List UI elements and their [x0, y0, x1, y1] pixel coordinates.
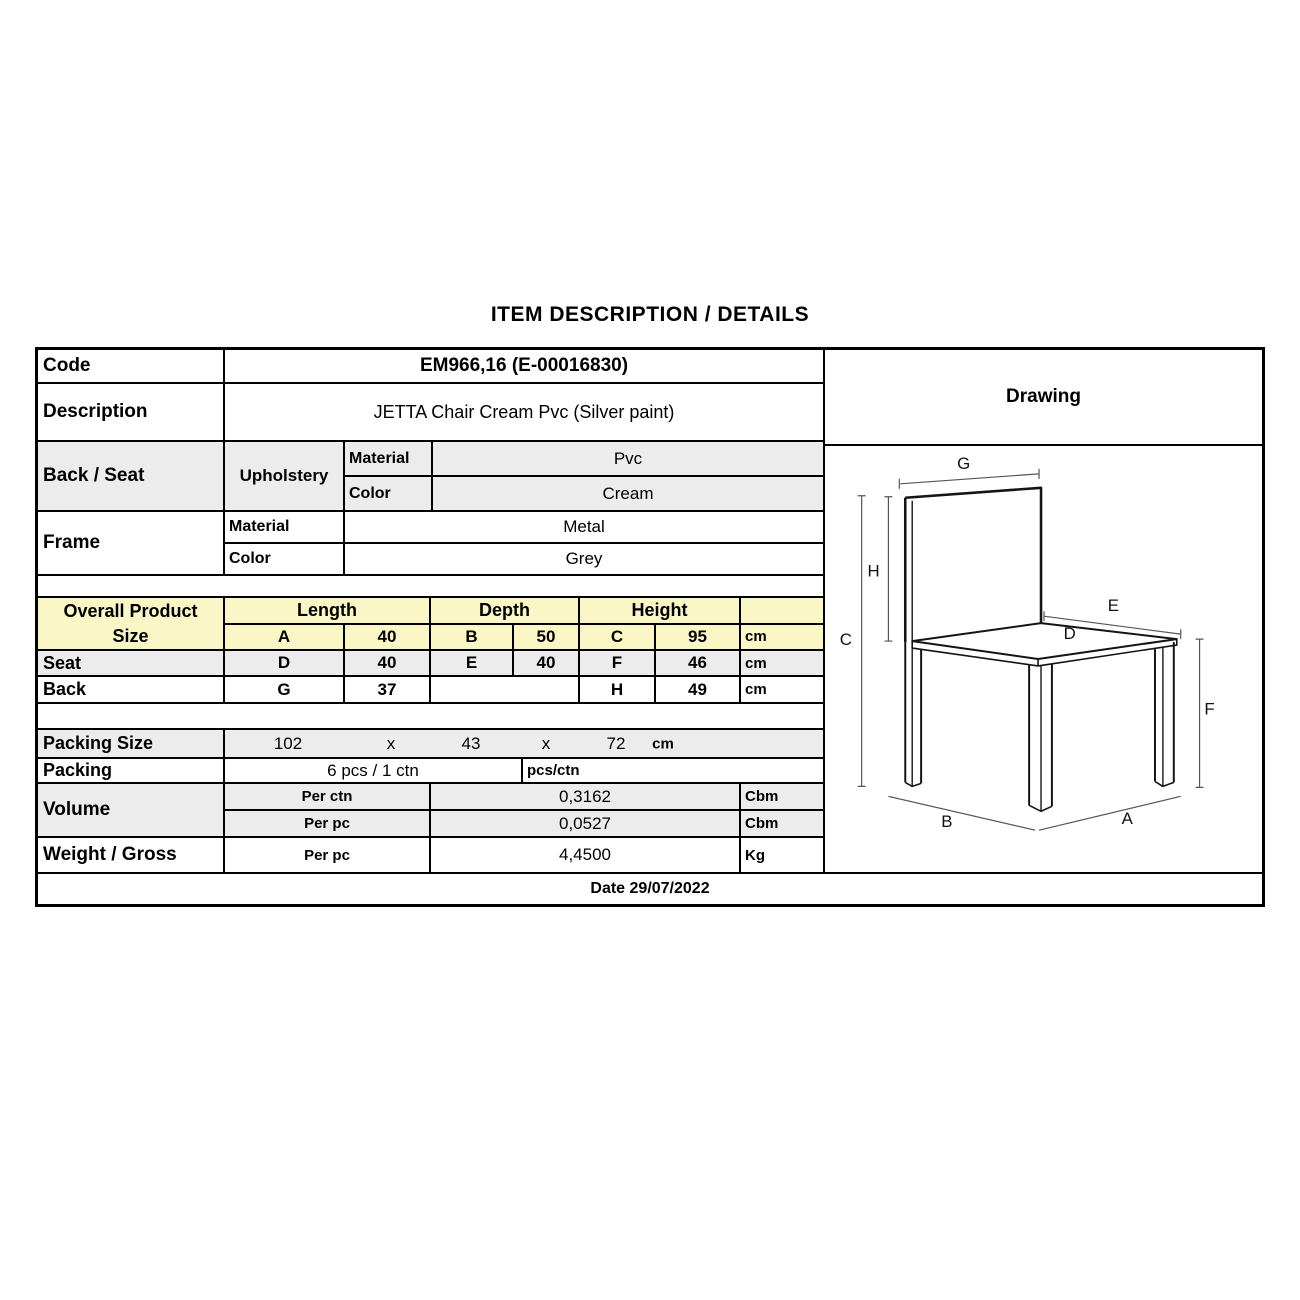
row-seat-size [38, 651, 823, 677]
frame-material-row [225, 512, 823, 544]
dim-f-value: 46 [656, 651, 741, 675]
packing-label: Packing [38, 759, 225, 782]
back-seat-label: Back / Seat [38, 442, 225, 510]
row-code [38, 350, 823, 384]
packing-size-values [225, 730, 823, 757]
volume-label: Volume [38, 784, 225, 836]
packing-unit: pcs/ctn [527, 762, 580, 779]
frame-label: Frame [38, 512, 225, 574]
dim-g-letter: G [225, 677, 345, 702]
row-back-size [38, 677, 823, 704]
size-values-row [225, 625, 823, 650]
volume-per-ctn-value: 0,3162 [431, 784, 741, 809]
frame-material-label: Material [225, 512, 345, 542]
volume-per-pc-row [225, 811, 823, 836]
dim-a-value: 40 [345, 625, 431, 650]
volume-per-ctn-row [225, 784, 823, 811]
dim-label-e: E [1107, 596, 1119, 616]
dim-label-a: A [1121, 809, 1133, 829]
row-weight-gross [38, 838, 823, 872]
dim-e-letter: E [431, 651, 514, 675]
row-overall-size [38, 598, 823, 651]
dim-label-g: G [957, 453, 971, 473]
packing-size-v3: 72 [606, 733, 626, 753]
date-row: Date 29/07/2022 [38, 872, 1262, 904]
dim-label-b: B [941, 812, 953, 832]
overall-size-label-line2: Size [112, 625, 149, 646]
weight-unit: Kg [745, 846, 765, 864]
dim-h-value: 49 [656, 677, 741, 702]
packing-size-label: Packing Size [38, 730, 225, 757]
frame-material-value: Metal [563, 517, 605, 536]
dim-label-f: F [1204, 699, 1215, 719]
volume-per-pc-label: Per pc [225, 811, 431, 836]
dim-g-value: 37 [345, 677, 431, 702]
dim-h-letter: H [580, 677, 656, 702]
back-seat-material-label: Material [345, 442, 433, 475]
seat-unit: cm [745, 654, 767, 672]
height-header: Height [580, 598, 741, 623]
overall-size-label [38, 598, 225, 649]
weight-per-label: Per pc [225, 838, 431, 872]
back-size-label: Back [38, 677, 225, 702]
dim-d-letter: D [225, 651, 345, 675]
frame-color-label: Color [225, 544, 345, 574]
drawing-title: Drawing [825, 350, 1262, 446]
packing-size-x1: x [386, 733, 396, 753]
packing-size-v1: 102 [273, 733, 303, 753]
size-grid [225, 598, 823, 649]
row-packing [38, 759, 823, 784]
dim-a-letter: A [225, 625, 345, 650]
back-seat-material-value: Pvc [613, 448, 643, 468]
length-header: Length [225, 598, 431, 623]
row-back-seat [38, 442, 823, 512]
dim-b-value: 50 [514, 625, 580, 650]
volume-subrows [225, 784, 823, 836]
row-description [38, 384, 823, 442]
dim-f-letter: F [580, 651, 656, 675]
chair-figure [905, 488, 1177, 811]
frame-subrows [225, 512, 823, 574]
back-seat-color-row [345, 477, 823, 510]
spec-section [38, 350, 825, 872]
weight-label: Weight / Gross [38, 838, 225, 872]
volume-per-pc-value: 0,0527 [431, 811, 741, 836]
volume-per-ctn-unit: Cbm [745, 788, 779, 805]
volume-per-ctn-label: Per ctn [225, 784, 431, 809]
weight-value: 4,4500 [431, 838, 741, 872]
overall-size-label-line1: Overall Product [63, 601, 198, 622]
dim-d-value: 40 [345, 651, 431, 675]
item-details-table [35, 347, 1265, 907]
size-header-empty-cell [741, 598, 823, 623]
drawing-panel [825, 350, 1262, 872]
depth-header: Depth [431, 598, 580, 623]
dim-label-d: D [1063, 624, 1076, 644]
row-volume [38, 784, 823, 838]
packing-value: 6 pcs / 1 ctn [225, 759, 523, 782]
dim-e-value: 40 [514, 651, 580, 675]
description-label: Description [38, 384, 225, 440]
table-main-area [38, 350, 1262, 872]
packing-size-x2: x [541, 733, 551, 753]
dim-c-letter: C [580, 625, 656, 650]
volume-per-pc-unit: Cbm [745, 815, 779, 832]
code-label: Code [38, 350, 225, 382]
packing-size-v2: 43 [461, 733, 481, 753]
size-header-row [225, 598, 823, 625]
row-frame [38, 512, 823, 576]
code-value: EM966,16 (E-00016830) [419, 355, 629, 376]
dim-c-value: 95 [656, 625, 741, 650]
back-size-empty-cell [431, 677, 580, 702]
back-seat-subrows [345, 442, 823, 510]
seat-size-label: Seat [38, 651, 225, 675]
row-packing-size [38, 730, 823, 759]
back-seat-color-label: Color [345, 477, 433, 510]
back-unit: cm [745, 681, 767, 698]
back-seat-color-value: Cream [602, 483, 654, 503]
upholstery-label: Upholstery [225, 442, 345, 510]
packing-size-unit: cm [652, 735, 674, 752]
dim-b-letter: B [431, 625, 514, 650]
page-title: ITEM DESCRIPTION / DETAILS [490, 303, 810, 326]
spacer-row-2 [38, 704, 823, 730]
spacer-row-1 [38, 576, 823, 598]
dim-label-c: C [839, 630, 852, 650]
drawing-canvas [825, 446, 1262, 872]
chair-drawing-svg [825, 446, 1262, 872]
overall-unit: cm [745, 628, 767, 646]
description-value: JETTA Chair Cream Pvc (Silver paint) [373, 401, 675, 422]
frame-color-value: Grey [565, 549, 603, 568]
back-seat-material-row [345, 442, 823, 477]
frame-color-row [225, 544, 823, 574]
dim-label-h: H [867, 561, 880, 581]
